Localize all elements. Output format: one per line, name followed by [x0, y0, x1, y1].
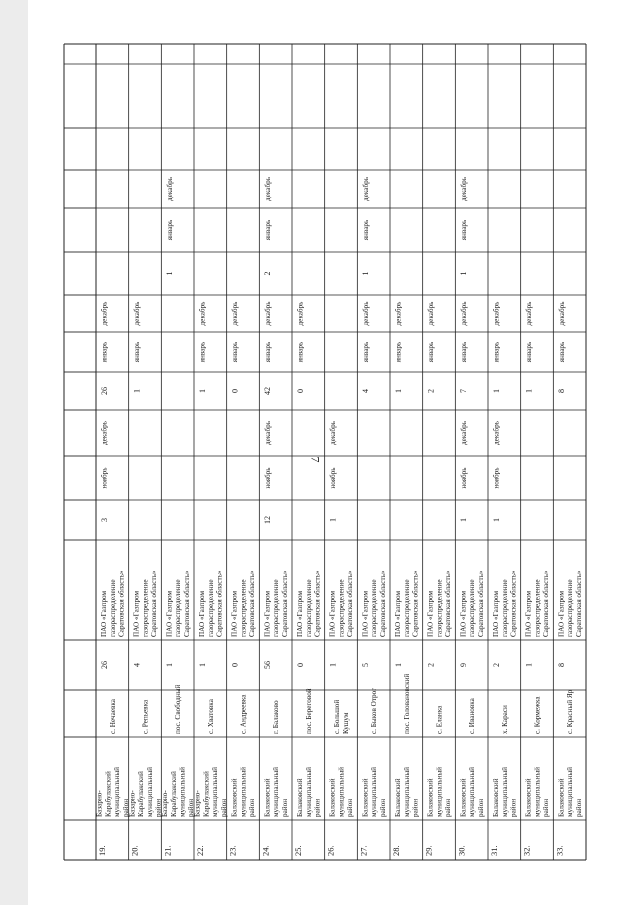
district-cell-line: Балаковский — [394, 778, 403, 817]
quantity-cell: 2 — [263, 271, 273, 276]
district-cell-line: муниципальный — [370, 766, 379, 817]
quantity-cell: 1 — [132, 389, 142, 393]
month-cell: декабрь — [394, 301, 403, 326]
count-cell: 5 — [361, 663, 371, 667]
month-cell: январь — [525, 341, 534, 363]
organization-cell-line: газораспределение — [500, 579, 509, 637]
settlement-cell — [207, 698, 215, 734]
month-cell: ноябрь — [100, 467, 109, 489]
quantity-cell: 12 — [263, 516, 273, 524]
district-cell — [231, 767, 256, 817]
settlement-cell — [435, 705, 443, 734]
count-cell: 0 — [230, 663, 240, 667]
district-cell-line: муниципальный — [533, 766, 542, 817]
month-cell: январь — [133, 341, 142, 363]
organization-cell — [231, 570, 256, 637]
settlement-cell — [141, 699, 149, 734]
count-cell: 9 — [459, 663, 469, 667]
month-cell: декабрь — [459, 177, 468, 201]
organization-cell-line: ПАО «Газпром — [426, 590, 435, 637]
row-number: 28. — [391, 845, 401, 856]
district-cell-line: муниципальный — [304, 766, 313, 817]
district-cell-line: муниципальный — [337, 766, 346, 817]
month-cell: декабрь — [361, 301, 370, 326]
month-cell: декабрь — [263, 301, 272, 326]
month-cell: декабрь — [557, 301, 566, 326]
organization-cell-line: ПАО «Газпром — [132, 590, 141, 637]
organization-cell — [394, 570, 419, 637]
quantity-cell: 8 — [557, 389, 567, 393]
district-cell-line: район — [444, 798, 453, 817]
organization-cell-line: газораспределение — [174, 579, 183, 637]
organization-cell — [198, 570, 223, 637]
organization-cell — [329, 570, 354, 637]
district-cell-line: район — [476, 798, 485, 817]
organization-cell — [263, 570, 288, 637]
organization-cell-line: газораспределение — [402, 579, 411, 637]
organization-cell-line: ПАО «Газпром — [263, 590, 272, 637]
settlement-cell — [174, 684, 182, 734]
count-cell: 2 — [426, 663, 436, 667]
month-cell: декабрь — [427, 301, 436, 326]
count-cell: 56 — [263, 661, 273, 669]
month-cell: ноябрь — [263, 467, 272, 489]
organization-cell — [165, 570, 190, 637]
district-cell-line: Балаковский — [459, 778, 468, 817]
month-cell: декабрь — [525, 301, 534, 326]
quantity-cell: 26 — [99, 387, 109, 395]
district-cell-line: Балаковский — [492, 778, 501, 817]
month-cell: январь — [361, 219, 370, 241]
month-cell: декабрь — [296, 301, 305, 326]
count-cell: 4 — [132, 663, 142, 667]
organization-cell-line: ПАО «Газпром — [198, 590, 207, 637]
settlement-cell — [533, 696, 541, 734]
settlement-cell — [403, 674, 411, 734]
count-cell: 1 — [165, 663, 175, 667]
count-cell: 8 — [557, 663, 567, 667]
row-number: 30. — [456, 845, 467, 856]
quantity-cell: 1 — [491, 389, 501, 393]
settlement-cell-line: Кушум — [341, 712, 350, 734]
district-cell-line: район — [280, 798, 289, 817]
organization-cell-line: газораспределение — [533, 579, 542, 637]
settlement-cell-line: с. Большой — [333, 699, 342, 734]
district-cell — [329, 767, 354, 817]
district-cell-line: муниципальный — [178, 766, 187, 817]
quantity-cell: 1 — [459, 271, 469, 276]
quantity-cell: 1 — [165, 271, 175, 276]
organization-cell-line: ПАО «Газпром — [296, 590, 305, 637]
settlement-cell-line: пос. Береговой — [304, 688, 313, 734]
district-cell-line: муниципальный — [500, 766, 509, 817]
district-cell-line: район — [574, 798, 583, 817]
month-cell: декабрь — [231, 301, 240, 326]
month-cell: январь — [231, 341, 240, 363]
settlement-cell — [468, 697, 476, 734]
district-cell — [128, 767, 162, 817]
district-cell — [96, 767, 130, 817]
organization-cell-line: ПАО «Газпром — [328, 590, 337, 637]
organization-cell-line: Саратовская область» — [117, 570, 126, 637]
month-cell: декабрь — [165, 177, 174, 201]
quantity-cell: 7 — [459, 389, 469, 393]
organization-cell-line: Саратовская область» — [444, 570, 453, 637]
organization-cell-line: Саратовская область» — [313, 570, 322, 637]
month-cell: январь — [427, 341, 436, 363]
month-cell: декабрь — [133, 301, 142, 326]
district-cell-line: Базарно- — [128, 790, 137, 817]
settlement-cell-line: г. Балаково — [272, 700, 281, 734]
row-number: 31. — [489, 845, 499, 856]
table-grid — [64, 44, 586, 860]
district-cell-line: Базарно- — [95, 790, 104, 817]
quantity-cell: 1 — [197, 389, 207, 393]
row-number: 32. — [521, 845, 532, 856]
district-cell-line: муниципальный — [468, 766, 477, 817]
district-cell-line: муниципальный — [145, 766, 154, 817]
district-cell — [263, 767, 288, 817]
organization-cell — [361, 570, 386, 637]
district-cell-line: Балаковский — [524, 778, 533, 817]
organization-cell-line: ПАО «Газпром — [165, 590, 174, 637]
district-cell-line: Балаковский — [328, 778, 337, 817]
organization-cell-line: ПАО «Газпром — [557, 590, 566, 637]
row-number: 23. — [227, 845, 238, 856]
organization-cell-line: газораспределение — [337, 579, 346, 637]
organization-cell — [133, 570, 158, 637]
district-cell-line: муниципальный — [402, 766, 411, 817]
organization-cell-line: газораспределение — [206, 579, 215, 637]
district-cell-line: муниципальный — [211, 766, 220, 817]
district-cell-line: Карабулакский — [169, 771, 178, 817]
row-number: 20. — [129, 845, 140, 856]
quantity-cell: 42 — [263, 387, 273, 395]
district-cell-line: район — [121, 798, 130, 817]
month-cell: декабрь — [329, 421, 338, 445]
organization-cell-line: Саратовская область» — [378, 570, 387, 637]
organization-cell-line: газораспределение — [141, 579, 150, 637]
district-cell-line: Карабулакский — [104, 771, 113, 817]
district-cell-line: район — [411, 798, 420, 817]
month-cell: декабрь — [361, 177, 370, 201]
organization-cell-line: газораспределение — [304, 579, 313, 637]
organization-cell-line: ПАО «Газпром — [394, 590, 403, 637]
count-cell: 1 — [197, 663, 207, 667]
district-cell-line: район — [219, 798, 228, 817]
row-number: 25. — [293, 845, 303, 856]
district-cell — [525, 767, 550, 817]
table-cells — [96, 176, 583, 856]
month-cell: январь — [263, 341, 272, 363]
district-cell-line: Балаковский — [296, 778, 305, 817]
district-cell-line: Базарно- — [193, 790, 202, 817]
month-cell: декабрь — [492, 301, 501, 326]
count-cell: 0 — [295, 663, 305, 667]
quantity-cell: 2 — [426, 389, 436, 393]
settlement-cell-line: с. Быков Отрог — [370, 687, 379, 734]
organization-cell-line: газораспределение — [370, 579, 379, 637]
district-cell-line: Балаковский — [230, 778, 239, 817]
settlement-cell-line: с. Ивановка — [468, 698, 477, 734]
count-cell: 1 — [524, 663, 534, 667]
row-number: 26. — [325, 845, 336, 856]
organization-cell — [427, 570, 452, 637]
month-cell: декабрь — [459, 301, 468, 326]
settlement-cell — [370, 688, 378, 734]
row-number: 29. — [423, 845, 434, 856]
month-cell: декабрь — [198, 301, 207, 326]
district-cell-line: Балаковский — [426, 778, 435, 817]
district-cell-line: Базарно- — [161, 790, 170, 817]
district-cell-line: Балаковский — [361, 778, 370, 817]
district-cell — [427, 767, 452, 817]
month-cell: январь — [198, 341, 207, 363]
month-cell: январь — [492, 341, 501, 363]
district-cell — [394, 767, 419, 817]
quantity-cell: 1 — [491, 518, 501, 522]
organization-cell — [492, 570, 517, 637]
district-cell-line: Балаковский — [557, 778, 566, 817]
settlement-cell-line: с. Красный Яр — [566, 689, 575, 734]
organization-cell-line: ПАО «Газпром — [459, 590, 468, 637]
district-cell — [492, 767, 517, 817]
organization-cell — [525, 570, 550, 637]
district-cell-line: район — [154, 798, 163, 817]
organization-cell-line: Саратовская область» — [574, 570, 583, 637]
district-cell-line: район — [378, 798, 387, 817]
district-cell-line: муниципальный — [272, 766, 281, 817]
row-number: 24. — [260, 845, 271, 856]
settlement-cell — [239, 694, 247, 734]
quantity-cell: 1 — [524, 389, 534, 393]
organization-cell-line: ПАО «Газпром — [230, 590, 239, 637]
settlement-cell-line: пос. Головановский — [402, 673, 411, 734]
settlement-cell — [566, 689, 574, 734]
month-cell: январь — [557, 341, 566, 363]
settlement-cell-line: пос. Свободный — [174, 684, 183, 734]
organization-cell-line: газораспределение — [468, 579, 477, 637]
settlement-cell — [333, 700, 350, 734]
count-cell: 2 — [491, 663, 501, 667]
organization-cell-line: Саратовская область» — [509, 570, 518, 637]
month-cell: декабрь — [492, 421, 501, 445]
settlement-cell — [272, 700, 280, 734]
row-number: 21. — [162, 845, 173, 856]
organization-cell-line: газораспределение — [239, 579, 248, 637]
month-cell: ноябрь — [459, 467, 468, 489]
district-cell-line: район — [187, 798, 196, 817]
month-cell: январь — [100, 341, 109, 363]
organization-cell-line: Саратовская область» — [411, 570, 420, 637]
organization-cell-line: ПАО «Газпром — [100, 590, 109, 637]
month-cell: январь — [296, 341, 305, 363]
district-cell — [459, 767, 484, 817]
organization-cell-line: Саратовская область» — [346, 570, 355, 637]
month-cell: декабрь — [100, 301, 109, 326]
organization-cell — [100, 570, 125, 637]
month-cell: январь — [263, 219, 272, 241]
district-cell-line: район — [346, 798, 355, 817]
quantity-cell: 1 — [393, 389, 403, 393]
organization-cell — [557, 570, 582, 637]
quantity-cell: 0 — [230, 389, 240, 393]
organization-cell-line: газораспределение — [108, 579, 117, 637]
quantity-cell: 3 — [99, 518, 109, 522]
organization-cell-line: Саратовская область» — [248, 570, 257, 637]
settlement-cell-line: х. Караси — [500, 705, 509, 734]
district-cell-line: район — [542, 798, 551, 817]
district-cell-line: район — [248, 798, 257, 817]
month-cell: январь — [459, 341, 468, 363]
page-number: 7 — [308, 456, 323, 463]
organization-cell-line: Саратовская область» — [182, 570, 191, 637]
settlement-cell-line: с. Репьевка — [141, 699, 150, 734]
month-cell: январь — [394, 341, 403, 363]
district-cell — [161, 767, 195, 817]
district-cell — [194, 767, 228, 817]
quantity-cell: 1 — [361, 271, 371, 276]
district-cell-line: Балаковский — [263, 778, 272, 817]
organization-cell-line: Саратовская область» — [542, 570, 551, 637]
month-cell: январь — [459, 219, 468, 241]
district-cell-line: муниципальный — [435, 766, 444, 817]
district-cell-line: Карабулакский — [137, 771, 146, 817]
month-cell: декабрь — [100, 421, 109, 445]
row-number: 19. — [97, 845, 107, 856]
organization-cell-line: Саратовская область» — [150, 570, 159, 637]
settlement-cell — [501, 705, 509, 734]
count-cell: 26 — [99, 661, 109, 669]
month-cell: январь — [165, 219, 174, 241]
row-number: 22. — [195, 845, 205, 856]
organization-cell-line: Саратовская область» — [476, 570, 485, 637]
organization-cell-line: газораспределение — [435, 579, 444, 637]
organization-cell-line: газораспределение — [566, 579, 575, 637]
district-cell — [557, 767, 582, 817]
row-number: 33. — [554, 845, 565, 856]
month-cell: декабрь — [263, 177, 272, 201]
month-cell: декабрь — [263, 421, 272, 445]
month-cell: ноябрь — [329, 467, 338, 489]
district-cell — [296, 767, 321, 817]
district-cell-line: муниципальный — [239, 766, 248, 817]
organization-cell-line: ПАО «Газпром — [361, 590, 370, 637]
district-cell-line: муниципальный — [566, 766, 575, 817]
settlement-cell — [305, 688, 313, 734]
settlement-cell-line: с. Андреевка — [239, 694, 248, 734]
district-cell-line: район — [509, 798, 518, 817]
organization-cell — [296, 570, 321, 637]
month-cell: январь — [361, 341, 370, 363]
count-cell: 1 — [393, 663, 403, 667]
organization-cell-line: газораспределение — [272, 579, 281, 637]
month-cell: ноябрь — [492, 467, 501, 489]
quantity-cell: 0 — [295, 389, 305, 393]
row-number: 27. — [358, 845, 369, 856]
settlement-cell-line: с. Нечаевка — [108, 699, 117, 734]
organization-cell-line: Саратовская область» — [280, 570, 289, 637]
organization-cell-line: Саратовская область» — [215, 570, 224, 637]
settlement-cell-line: с. Кормежка — [533, 696, 542, 734]
district-cell — [361, 767, 386, 817]
district-cell-line: муниципальный — [113, 766, 122, 817]
settlement-cell — [109, 698, 117, 734]
organization-cell — [459, 570, 484, 637]
quantity-cell: 4 — [361, 389, 371, 393]
quantity-cell: 1 — [328, 518, 338, 522]
count-cell: 1 — [328, 663, 338, 667]
month-cell: декабрь — [459, 421, 468, 445]
district-cell-line: район — [313, 798, 322, 817]
settlement-cell-line: с. Хватовка — [206, 699, 215, 734]
quantity-cell: 1 — [459, 518, 469, 522]
settlement-cell-line: с. Еланка — [435, 705, 444, 734]
organization-cell-line: ПАО «Газпром — [492, 590, 501, 637]
district-cell-line: Карабулакский — [202, 771, 211, 817]
organization-cell-line: ПАО «Газпром — [524, 590, 533, 637]
